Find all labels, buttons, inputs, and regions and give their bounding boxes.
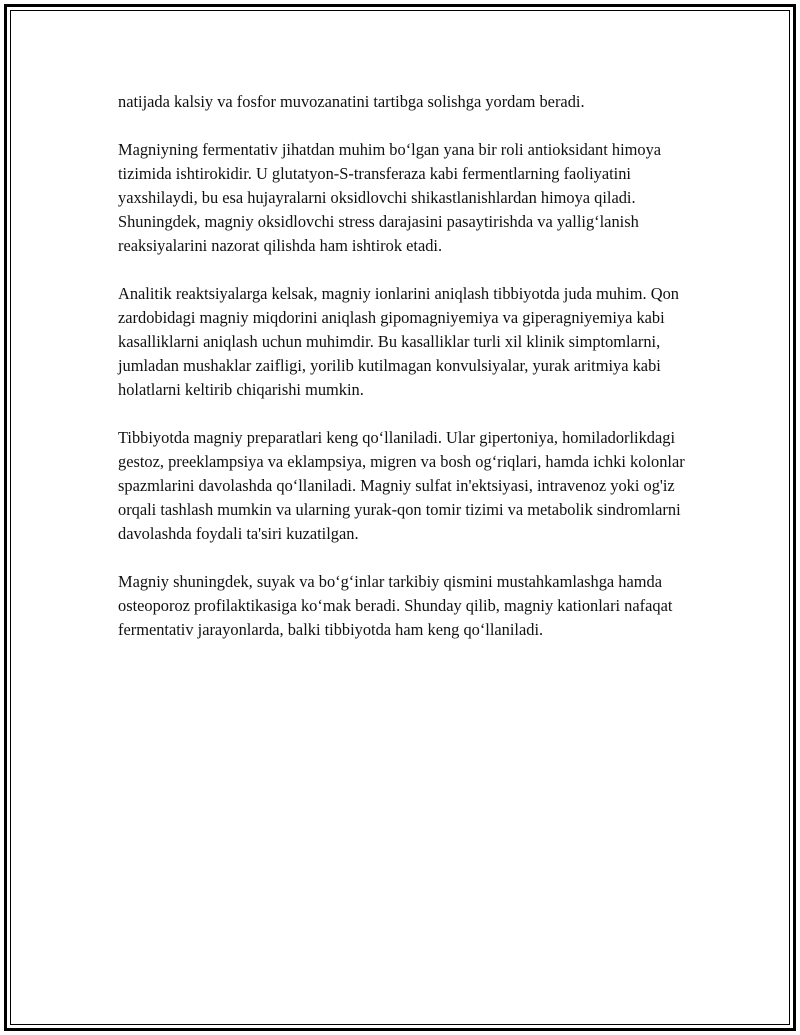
paragraph-2: Magniyning fermentativ jihatdan muhim bo‘lgan yana bir roli antioksidant himoya tizimida ishtirokidir. U glutatyon-S-transferaza kabi fermentlarning faoliyatini yaxshilaydi, bu esa hujayralarni oksidlovchi shikastlanishlardan himoya qiladi. Shuningdek, magniy oksidlovchi stress darajasini pasaytirishda va yallig‘lanish reaksiyalarini nazorat qilishda ham ishtirok etadi. <box>118 140 662 255</box>
paragraph-4: Tibbiyotda magniy preparatlari keng qo‘llaniladi. Ular gipertoniya, homiladorlikdagi gestoz, preeklampsiya va eklampsiya, migren va bosh og‘riqlari, hamda ichki kolonlar spazmlarini davolashda qo‘llaniladi. Magniy sulfat in'ektsiyasi, intravenoz yoki og'iz orqali tashlash mumkin va ularning yurak-qon tomir tizimi va metabolik sindromlarni davolashda foydali ta'siri kuzatilgan. <box>118 428 685 543</box>
paragraph-5: Magniy shuningdek, suyak va bo‘g‘inlar tarkibiy qismini mustahkamlashga hamda osteoporoz profilaktikasiga ko‘mak beradi. Shunday qilib, magniy kationlari nafaqat fermentativ jarayonlarda, balki tibbiyotda ham keng qo‘llaniladi. <box>118 572 673 639</box>
paragraph-1: natijada kalsiy va fosfor muvozanatini tartibga solishga yordam beradi. <box>118 92 585 111</box>
paragraph-3: Analitik reaktsiyalarga kelsak, magniy ionlarini aniqlash tibbiyotda juda muhim. Qon zardobidagi magniy miqdorini aniqlash gipomagniyemiya va giperagniyemiya kabi kasalliklarni aniqlash uchun muhimdir. Bu kasalliklar turli xil klinik simptomlarni, jumladan mushaklar zaifligi, yorilib kutilmagan konvulsiyalar, yurak aritmiya kabi holatlarni keltirib chiqarishi mumkin. <box>118 284 679 399</box>
document-body <box>118 90 688 666</box>
